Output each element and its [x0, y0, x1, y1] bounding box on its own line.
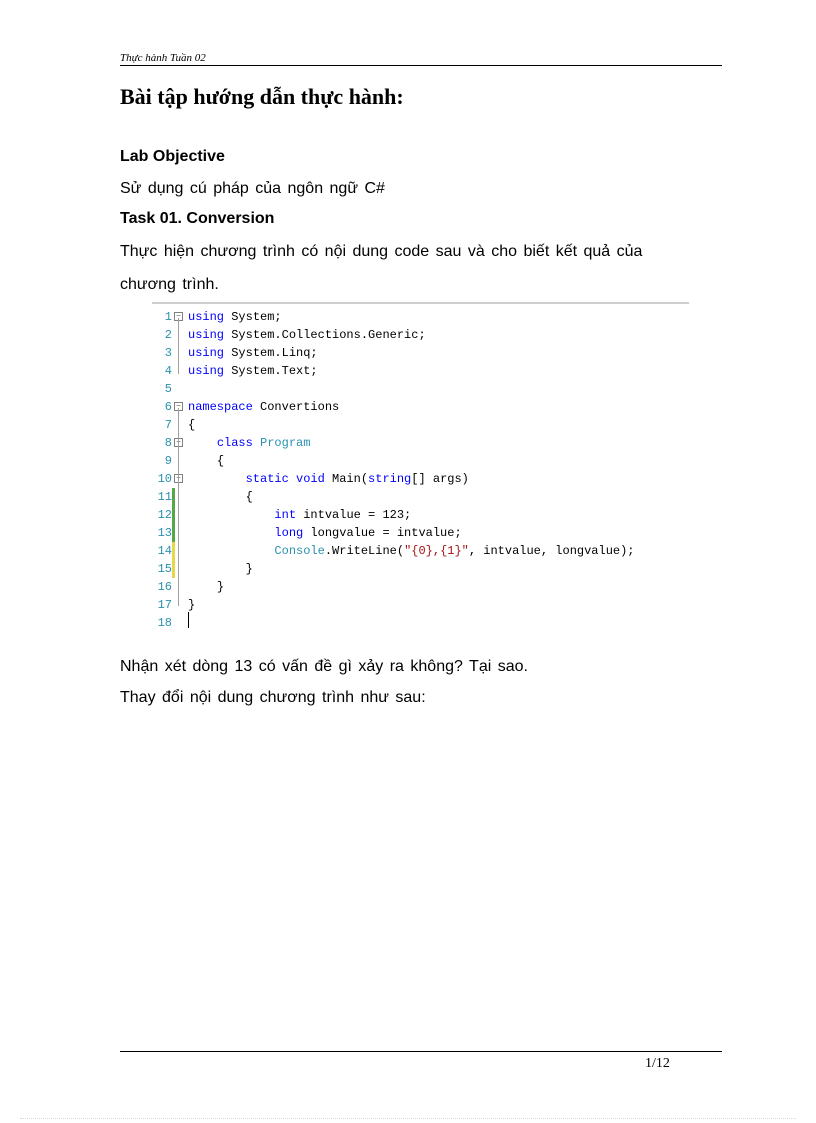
line-number: 6	[164, 400, 172, 414]
lab-objective-text: Sử dụng cú pháp của ngôn ngữ C#	[120, 180, 385, 197]
code-figure-border	[152, 302, 689, 304]
line-number: 1	[164, 310, 172, 324]
code-line	[152, 308, 689, 326]
code-text: {	[245, 490, 253, 504]
line-number: 13	[157, 526, 172, 540]
line-number: 16	[157, 580, 172, 594]
line-number: 7	[164, 418, 172, 432]
code-line	[152, 470, 689, 488]
page-title: Bài tập hướng dẫn thực hành:	[120, 84, 404, 109]
code-line	[152, 578, 689, 596]
code-text: }	[188, 598, 196, 612]
code-text: long longvalue = intvalue;	[274, 526, 462, 540]
question-text: Nhận xét dòng 13 có vấn đề gì xảy ra không? Tại sao.	[120, 658, 528, 675]
lab-objective-heading: Lab Objective	[120, 148, 225, 165]
code-line	[152, 362, 689, 380]
line-number: 3	[164, 346, 172, 360]
code-text: Console.WriteLine("{0},{1}", intvalue, longvalue);	[274, 544, 635, 558]
line-number: 11	[157, 490, 172, 504]
line-number: 12	[157, 508, 172, 522]
code-line	[152, 344, 689, 362]
code-text: }	[245, 562, 253, 576]
line-number: 14	[157, 544, 172, 558]
instruction-text: Thay đổi nội dung chương trình như sau:	[120, 689, 426, 706]
code-text: class Program	[216, 436, 311, 450]
code-line	[152, 542, 689, 560]
code-line	[152, 488, 689, 506]
change-marker-unsaved	[172, 542, 175, 578]
footer-divider	[120, 1051, 722, 1052]
code-text: using System.Linq;	[188, 346, 318, 360]
code-line	[152, 434, 689, 452]
task-heading: Task 01. Conversion	[120, 210, 275, 227]
code-line	[152, 380, 689, 398]
line-number: 9	[164, 454, 172, 468]
line-number: 4	[164, 364, 172, 378]
change-marker-saved	[172, 488, 175, 542]
code-line	[152, 416, 689, 434]
line-number: 8	[164, 436, 172, 450]
fold-guide	[178, 318, 179, 374]
collapse-icon[interactable]: −	[174, 438, 183, 447]
code-line	[152, 452, 689, 470]
header-divider	[120, 65, 722, 66]
code-text: using System;	[188, 310, 282, 324]
collapse-icon[interactable]: −	[174, 312, 183, 321]
page-number: 1/12	[645, 1056, 670, 1071]
code-line	[152, 560, 689, 578]
code-line	[152, 596, 689, 614]
line-number: 17	[157, 598, 172, 612]
code-text: namespace Convertions	[188, 400, 340, 414]
text-caret	[188, 612, 189, 628]
code-text: static void Main(string[] args)	[245, 472, 469, 486]
page-header: Thực hành Tuần 02	[120, 52, 206, 64]
collapse-icon[interactable]: −	[174, 402, 183, 411]
code-text: }	[216, 580, 225, 594]
code-line	[152, 506, 689, 524]
code-line	[152, 524, 689, 542]
code-text: using System.Text;	[188, 364, 318, 378]
fold-guide	[178, 408, 179, 606]
code-line	[152, 398, 689, 416]
code-text: {	[188, 418, 196, 432]
code-line	[152, 614, 689, 632]
line-number: 5	[164, 382, 172, 396]
code-text: {	[216, 454, 225, 468]
collapse-icon[interactable]: −	[174, 474, 183, 483]
line-number: 10	[157, 472, 172, 486]
line-number: 15	[157, 562, 172, 576]
code-screenshot	[152, 302, 689, 640]
code-text: using System.Collections.Generic;	[188, 328, 426, 342]
line-number: 18	[157, 616, 172, 630]
task-description: Thực hiện chương trình có nội dung code sau và cho biết kết quả của chương trình.	[120, 243, 643, 293]
code-line	[152, 326, 689, 344]
line-number: 2	[164, 328, 172, 342]
page-edge	[20, 1118, 796, 1119]
code-text: int intvalue = 123;	[274, 508, 412, 522]
